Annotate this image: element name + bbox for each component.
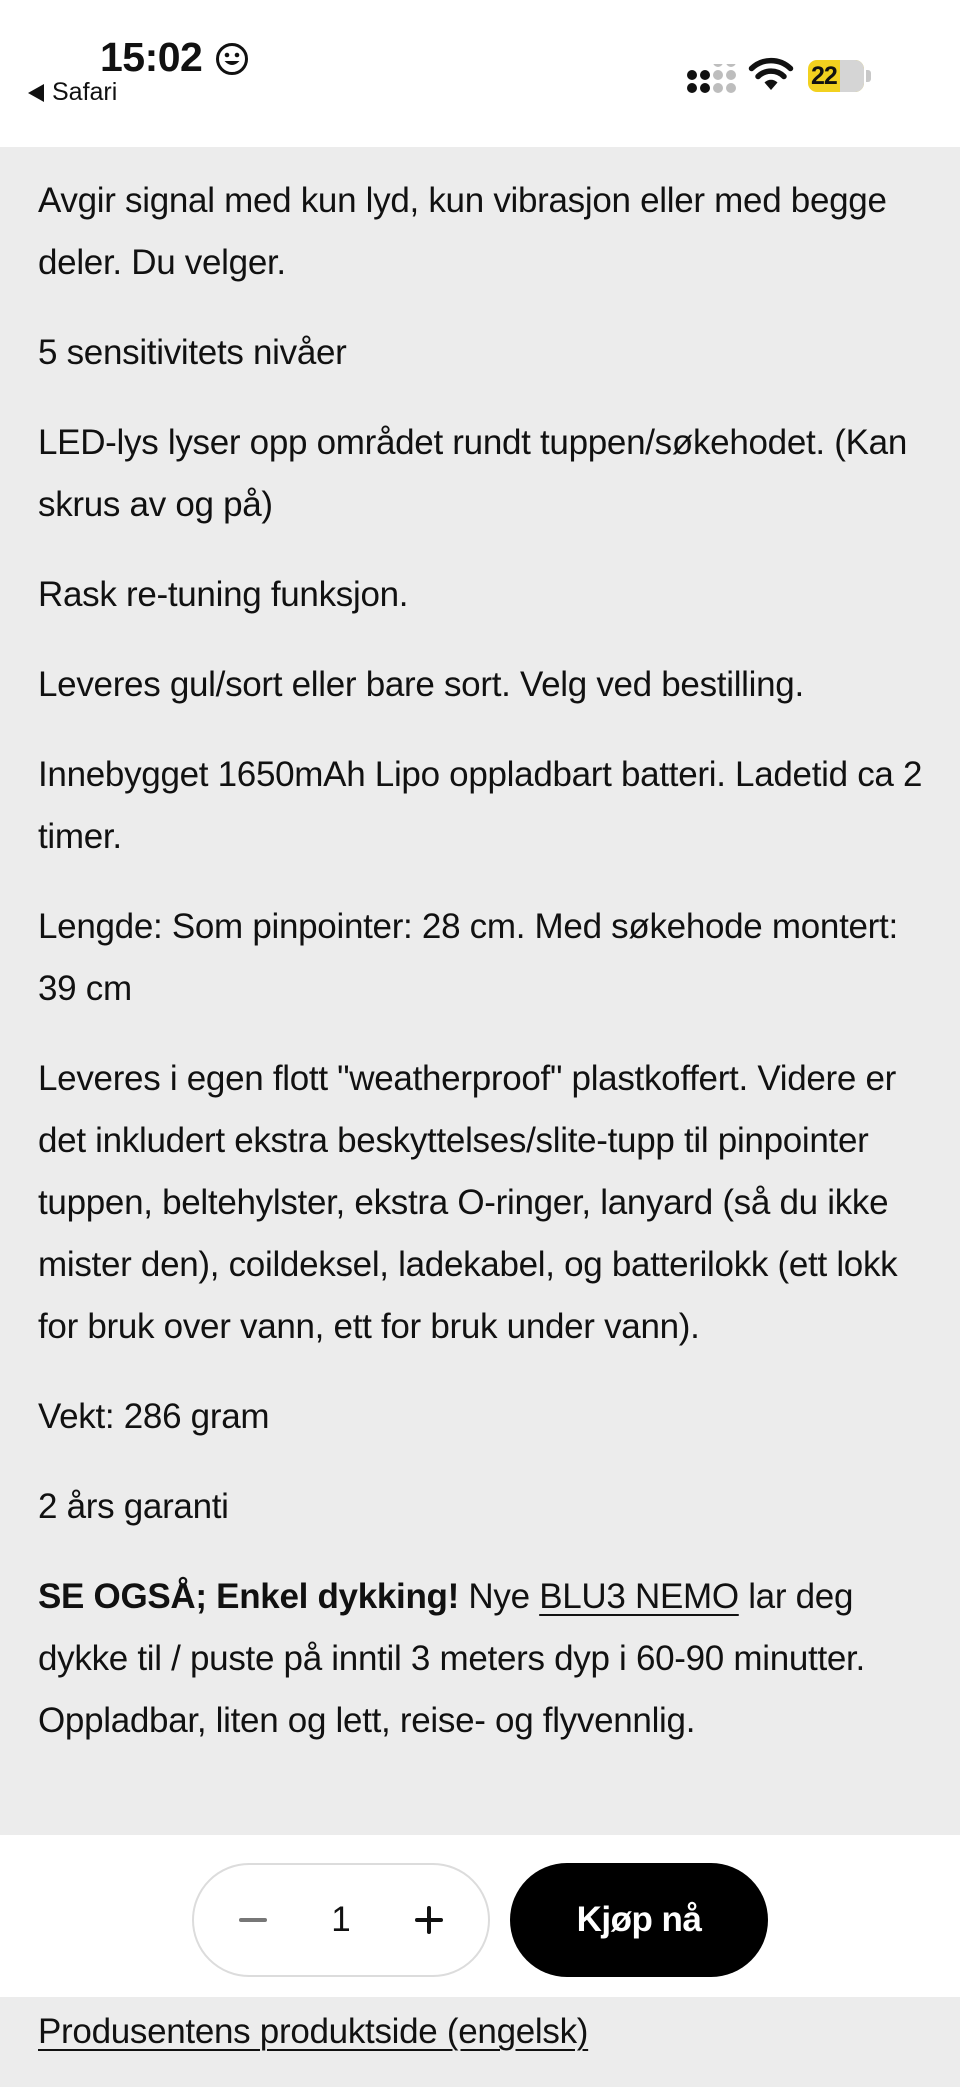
quantity-stepper	[192, 1863, 490, 1977]
description-paragraph: 2 års garanti	[38, 1487, 229, 1526]
battery-indicator	[808, 60, 872, 92]
decrease-quantity-button[interactable]	[228, 1895, 278, 1945]
description-paragraph: Vekt: 286 gram	[38, 1397, 270, 1436]
wifi-icon	[748, 56, 794, 92]
product-description	[38, 170, 928, 1780]
status-bar	[0, 0, 960, 147]
blu3-nemo-link[interactable]: BLU3 NEMO	[539, 1577, 739, 1616]
see-also-text: lar deg dykke til / puste på inntil 3 meters dyp i 60-90 minutter. Oppladbar, liten og lett, reise- og flyvennlig.	[38, 1577, 865, 1740]
cellular-signal-icon	[686, 64, 738, 96]
description-paragraph: LED-lys lyser opp området rundt tuppen/søkehodet. (Kan skrus av og på)	[38, 423, 907, 524]
buy-now-button[interactable]: Kjøp nå	[510, 1863, 768, 1977]
description-paragraph: Leveres i egen flott "weatherproof" plastkoffert. Videre er det inkludert ekstra beskyttelses/slite-tupp til pinpointer tuppen, beltehylster, ekstra O-ringer, lanyard (så du ikke mister den), coildeksel, ladekabel, og batterilokk (ett lokk for bruk over vann, ett for bruk under vann).	[38, 1059, 898, 1346]
description-paragraph: 5 sensitivitets nivåer	[38, 333, 347, 372]
description-paragraph: Avgir signal med kun lyd, kun vibrasjon eller med begge deler. Du velger.	[38, 181, 887, 282]
quantity-value[interactable]: 1	[331, 1900, 351, 1939]
manufacturer-product-page-link[interactable]: Produsentens produktside (engelsk)	[38, 2012, 589, 2051]
see-also-paragraph	[38, 1566, 928, 1752]
buy-bar	[0, 1835, 960, 1997]
back-arrow-icon	[28, 84, 44, 102]
increase-quantity-button[interactable]	[404, 1895, 454, 1945]
back-label: Safari	[52, 78, 118, 106]
description-paragraph: Leveres gul/sort eller bare sort. Velg ved bestilling.	[38, 665, 804, 704]
back-to-safari[interactable]	[28, 78, 117, 107]
description-paragraph: Rask re-tuning funksjon.	[38, 575, 409, 614]
clock-time: 15:02	[100, 34, 203, 80]
smiley-icon	[215, 42, 249, 76]
battery-level: 22	[811, 62, 837, 90]
description-paragraph: Lengde: Som pinpointer: 28 cm. Med søkehode montert: 39 cm	[38, 907, 898, 1008]
see-also-heading: SE OGSÅ; Enkel dykking!	[38, 1577, 459, 1616]
description-paragraph: Innebygget 1650mAh Lipo oppladbart batteri. Ladetid ca 2 timer.	[38, 755, 923, 856]
see-also-text: Nye	[458, 1577, 540, 1616]
